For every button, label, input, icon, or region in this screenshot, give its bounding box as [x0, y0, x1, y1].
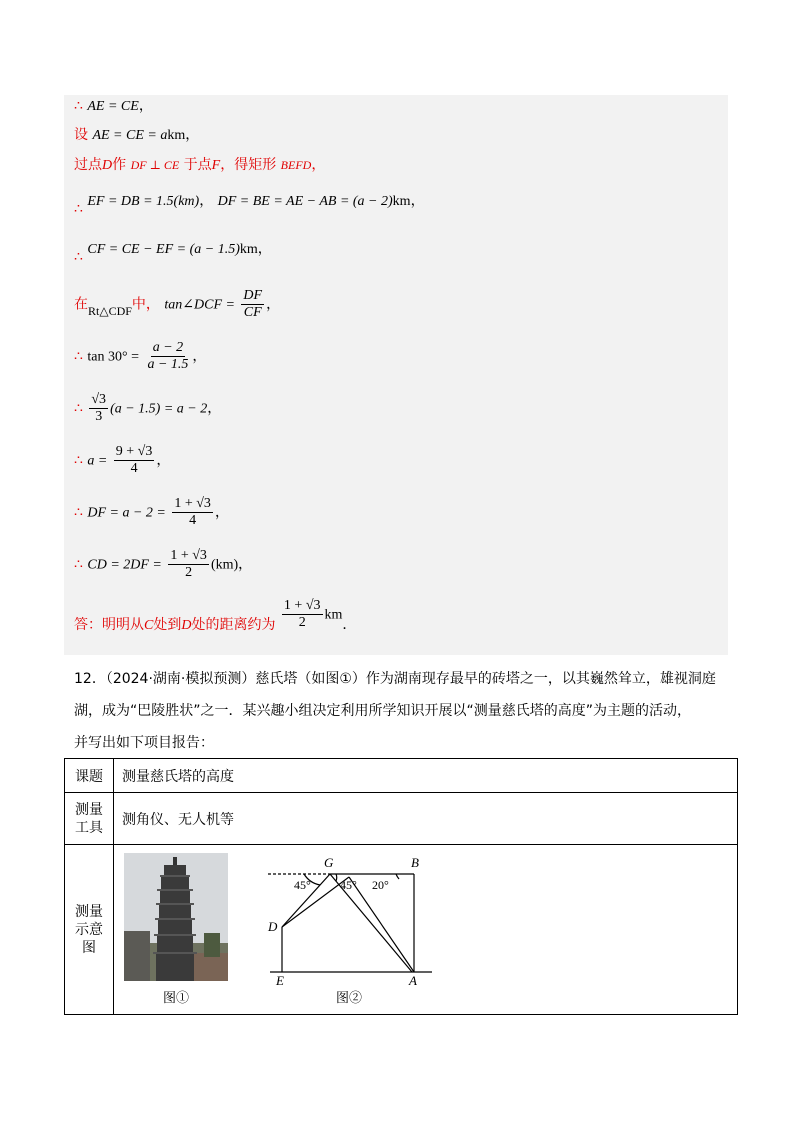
- label-G: G: [324, 855, 334, 870]
- angle-label: 20°: [372, 878, 389, 892]
- row-label: 课题: [65, 759, 114, 793]
- solution-line-2: 设 AE = CE = akm，: [74, 127, 200, 143]
- row-value: 测角仪、无人机等: [114, 793, 738, 845]
- problem-line-2: 湖，成为“巴陵胜状”之一．某兴趣小组决定利用所学知识开展以“测量慈氏塔的高度”为主题的活动，: [74, 703, 692, 719]
- fraction: $\frac{1 + √3}{2}$: [170, 548, 207, 580]
- table-row: [65, 845, 738, 1015]
- solution-line-7: ∴ tan 30° = $\frac{a - 2}{a - 1.5}$ ，: [74, 340, 207, 372]
- row-value: 测量慈氏塔的高度: [114, 759, 738, 793]
- diagram-cell: [114, 845, 738, 1015]
- solution-line-10: ∴ DF = a − 2 = $\frac{1 + √3}{4}$ ，: [74, 496, 229, 528]
- fraction: $\frac{1 + √3}{2}$: [283, 598, 321, 630]
- fraction: $\frac{DF}{CF}$: [243, 288, 263, 320]
- solution-line-8: ∴ $\frac{√3}{3}$ (a − 1.5) = a − 2，: [74, 392, 222, 424]
- table-row: [65, 759, 738, 793]
- fraction: $\frac{1 + √3}{4}$: [174, 496, 211, 528]
- solution-line-4: ∴ EF = DB = 1.5(km)， DF = BE = AE − AB = (a − 2)km，: [74, 193, 425, 217]
- solution-line-6: 在Rt△CDF中， tan∠DCF = $\frac{DF}{CF}$ ，: [74, 288, 281, 320]
- tower-photo: [124, 853, 228, 981]
- label-A: A: [409, 973, 417, 985]
- problem-line-3: 并写出如下项目报告：: [74, 735, 214, 751]
- pagoda-image: [124, 853, 228, 981]
- fraction: $\frac{a - 2}{a - 1.5}$: [147, 340, 189, 372]
- row-label: 测量示意图: [65, 845, 114, 1015]
- solution-line-11: ∴ CD = 2DF = $\frac{1 + √3}{2}$ (km)，: [74, 548, 253, 580]
- figure-2-caption: 图②: [335, 991, 362, 1006]
- angle-label: 45°: [340, 878, 357, 892]
- label-B: B: [411, 855, 419, 870]
- report-table: [64, 758, 738, 1015]
- fraction: $\frac{√3}{3}$: [91, 392, 107, 424]
- solution-answer: 答：明明从C处到D处的距离约为 $\frac{1 + √3}{2}$ km．: [74, 598, 357, 633]
- angle-label: 45°: [294, 878, 311, 892]
- label-D: D: [268, 919, 278, 934]
- row-label: 测量工具: [65, 793, 114, 845]
- fraction: $\frac{9 + √3}{4}$: [115, 444, 153, 476]
- solution-line-9: ∴ a = $\frac{9 + √3}{4}$ ，: [74, 444, 171, 476]
- solution-line-5: ∴ CF = CE − EF = (a − 1.5)km，: [74, 241, 272, 265]
- solution-line-3: 过点D作 DF ⊥ CE 于点F，得矩形 BEFD，: [74, 157, 326, 173]
- table-row: [65, 793, 738, 845]
- figure-1-caption: 图①: [162, 991, 189, 1006]
- solution-line-1: ∴ AE = CE，: [74, 98, 153, 114]
- label-E: E: [276, 973, 284, 985]
- problem-line-1: 12．（2024·湖南·模拟预测）慈氏塔（如图①）作为湖南现存最早的砖塔之一，以其巍然耸立，雄视洞庭: [74, 671, 716, 687]
- geometry-diagram: [264, 849, 444, 985]
